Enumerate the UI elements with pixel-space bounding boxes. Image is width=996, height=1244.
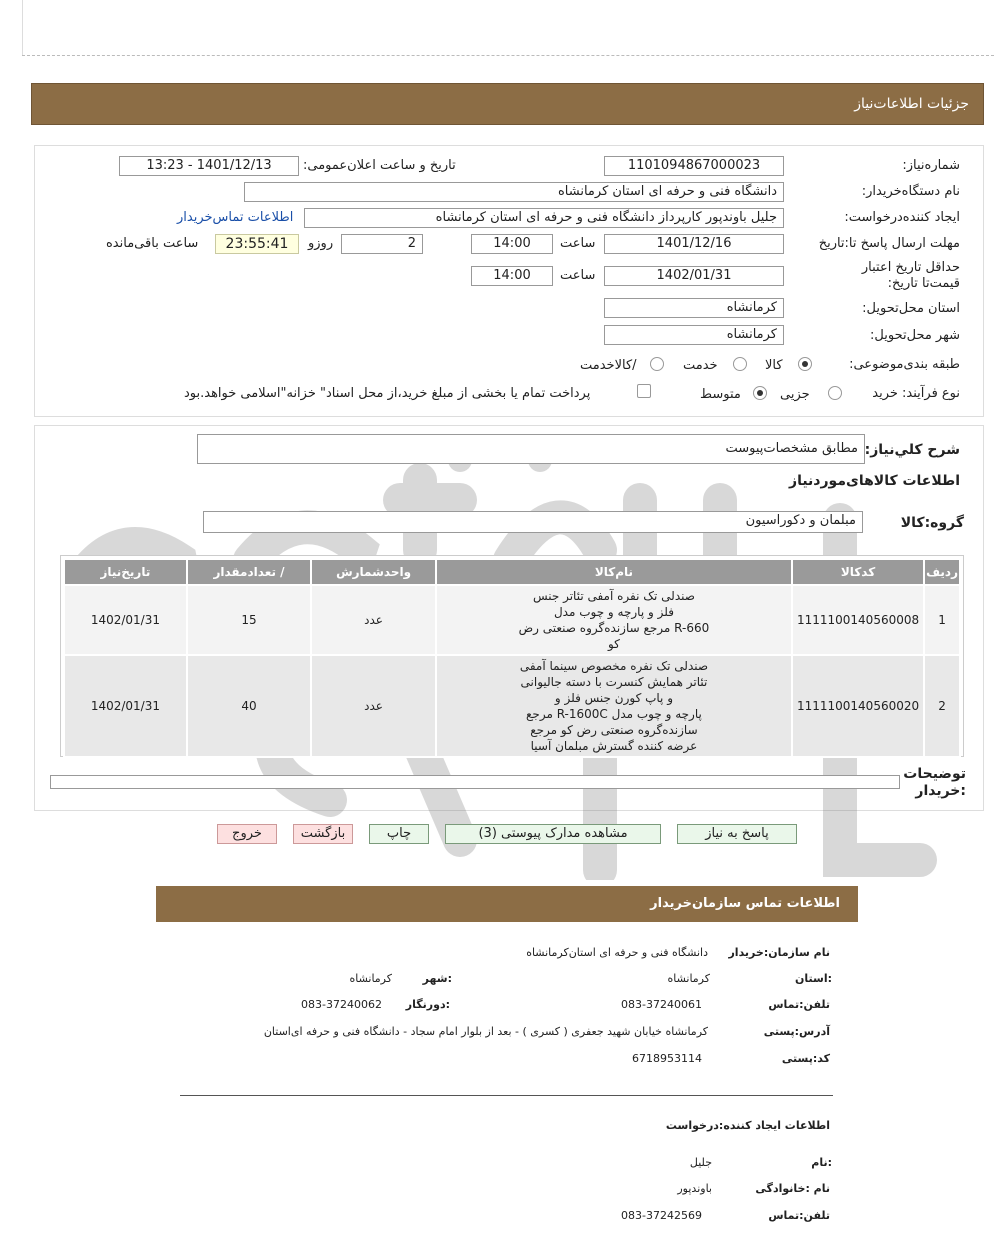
contact-header [156, 886, 858, 922]
page-title: جزئیات اطلاعات‌نیاز [854, 96, 969, 112]
process-label: نوع فرآیند: خرید [872, 386, 960, 401]
contact-province-label: :استان [795, 972, 832, 985]
goods-group-field[interactable]: مبلمان و دکوراسیون [203, 511, 863, 533]
row-qty: 40 [187, 655, 311, 757]
category-service-radio[interactable] [733, 357, 747, 371]
col-date-header: تاریخ‌نیاز [64, 559, 187, 585]
deadline-date-field[interactable]: 1401/12/16 [604, 234, 784, 254]
category-goods-label: کالا [765, 358, 783, 373]
row-index: 1 [924, 585, 960, 655]
category-goods-service-label: /کالاخدمت [580, 358, 637, 373]
reply-button[interactable]: پاسخ به نیاز [677, 824, 797, 844]
goods-info-title: اطلاعات کالاهای‌موردنیاز [789, 473, 960, 489]
creator-family: باوندپور [677, 1182, 712, 1195]
contact-phone-label: تلفن:تماس [768, 998, 830, 1011]
treasury-payment-checkbox[interactable] [637, 384, 651, 398]
page-header [31, 83, 984, 125]
row-name [436, 585, 792, 655]
process-medium-label: متوسط [700, 387, 741, 402]
table-header-row [64, 559, 960, 585]
back-button[interactable]: بازگشت [293, 824, 353, 844]
province-field[interactable]: کرمانشاه [604, 298, 784, 318]
treasury-payment-label: پرداخت تمام یا بخشی از مبلغ خرید،از محل اسناد" خزانه"اسلامی خواهد.بود [184, 386, 591, 401]
contact-org: دانشگاه فنی و حرفه ای استان‌کرمانشاه [526, 946, 708, 959]
announce-label: تاریخ و ساعت اعلان‌عمومی: [303, 158, 456, 173]
row-qty: 15 [187, 585, 311, 655]
creator-name: جلیل [689, 1156, 712, 1169]
row-code: 1111100140560008 [792, 585, 924, 655]
table-row [64, 655, 960, 757]
buyer-notes-field[interactable] [50, 775, 900, 789]
category-goods-service-radio[interactable] [650, 357, 664, 371]
process-minor-radio[interactable] [828, 386, 842, 400]
city-field[interactable]: کرمانشاه [604, 325, 784, 345]
buyer-notes-label: توضیحات :خریدار [903, 766, 966, 799]
section-divider [180, 1095, 833, 1096]
general-description-field[interactable]: مطابق مشخصات‌پیوست [197, 434, 865, 464]
view-documents-button[interactable]: مشاهده مدارک پیوستی (3) [445, 824, 661, 844]
days-field[interactable]: 2 [341, 234, 423, 254]
row-name-line: پارچه و چوب مدل R-1600C مرجع [526, 707, 702, 721]
announce-field[interactable]: 1401/12/13 - 13:23 [119, 156, 299, 176]
category-goods-radio[interactable] [798, 357, 812, 371]
row-name-line: سازنده‌گروه صنعتی رض کو مرجع [530, 723, 698, 737]
row-unit: عدد [311, 585, 436, 655]
province-label: استان محل‌تحویل: [862, 301, 960, 316]
deadline-hour-label: ساعت [560, 236, 596, 251]
row-code: 1111100140560020 [792, 655, 924, 757]
validity-date-field[interactable]: 1402/01/31 [604, 266, 784, 286]
row-name-line: R-660 مرجع سازنده‌گروه صنعتی رض [518, 621, 710, 635]
creator-name-label: :نام [811, 1156, 832, 1169]
contact-fax: 083-37240062 [301, 998, 382, 1011]
general-description-label: شرح کلي‌نیاز: [864, 442, 960, 458]
buyer-contact-link[interactable]: اطلاعات تماس‌خریدار [177, 210, 294, 225]
top-divider [22, 55, 994, 56]
contact-org-label: نام سازمان:خریدار [728, 946, 830, 959]
validity-label: حداقل تاریخ اعتبار قیمت‌تا تاریخ: [861, 260, 960, 291]
items-table [63, 558, 961, 758]
remaining-label: ساعت باقی‌مانده [106, 236, 199, 251]
row-name-line: عرضه کننده گسترش مبلمان آسیا [530, 739, 698, 753]
row-name-line: صندلی تک نفره مخصوص سینما آمفی [519, 659, 709, 673]
category-label: طبقه بندی‌موضوعی: [849, 357, 960, 372]
deadline-label: مهلت ارسال پاسخ تا:تاریخ [818, 236, 960, 251]
row-index: 2 [924, 655, 960, 757]
contact-province: کرمانشاه [667, 972, 710, 985]
row-name-line: تئاتر همایش کنسرت با دسته جالیوانی [520, 675, 708, 689]
city-label: شهر محل‌تحویل: [870, 328, 960, 343]
row-date: 1402/01/31 [64, 655, 187, 757]
contact-postal-label: کد:پستی [781, 1052, 830, 1065]
row-name-line: کو [607, 637, 620, 651]
row-name-line: فلز و پارچه و چوب مدل [553, 605, 674, 619]
creator-phone-label: تلفن:تماس [768, 1209, 830, 1222]
buyer-org-label: نام دستگاه‌خریدار: [861, 184, 960, 199]
process-minor-label: جزیی [780, 387, 810, 402]
contact-address: کرمانشاه خیابان شهید جعفری ( کسری ) - بعد از بلوار امام سجاد - دانشگاه فنی و حرفه ای‌استان [263, 1025, 708, 1038]
days-label: روزو [308, 236, 334, 251]
row-name [436, 655, 792, 757]
category-service-label: خدمت [683, 358, 718, 373]
exit-button[interactable]: خروج [217, 824, 277, 844]
process-medium-radio[interactable] [753, 386, 767, 400]
table-row [64, 585, 960, 655]
contact-address-label: آدرس:پستی [763, 1025, 830, 1038]
col-unit-header: واحدشمارش [311, 559, 436, 585]
contact-city: کرمانشاه [349, 972, 392, 985]
validity-hour-label: ساعت [560, 268, 596, 283]
contact-fax-label: :دورنگار [405, 998, 450, 1011]
contact-city-label: :شهر [422, 972, 452, 985]
col-code-header: کدکالا [792, 559, 924, 585]
need-number-field[interactable]: 1101094867000023 [604, 156, 784, 176]
goods-group-label: گروه:کالا [900, 515, 964, 531]
countdown-timer: 23:55:41 [215, 234, 299, 254]
creator-info-title: اطلاعات ایجاد کننده:درخواست [665, 1119, 830, 1132]
deadline-time-field[interactable]: 14:00 [471, 234, 553, 254]
need-number-label: شماره‌نیاز: [902, 158, 960, 173]
creator-family-label: نام :خانوادگی [755, 1182, 830, 1195]
col-qty-header: / تعدادمقدار [187, 559, 311, 585]
validity-time-field[interactable]: 14:00 [471, 266, 553, 286]
col-name-header: نام‌کالا [436, 559, 792, 585]
row-name-line: و پاپ کورن جنس فلز و [554, 691, 674, 705]
creator-field[interactable]: جلیل باوندپور کارپرداز دانشگاه فنی و حرفه ای استان کرمانشاه [304, 208, 784, 228]
creator-phone: 083-37242569 [621, 1209, 702, 1222]
buyer-org-field[interactable]: دانشگاه فنی و حرفه ای استان کرمانشاه [244, 182, 784, 202]
contact-phone: 083-37240061 [621, 998, 702, 1011]
row-unit: عدد [311, 655, 436, 757]
contact-title: اطلاعات تماس سازمان‌خریدار [650, 896, 840, 911]
print-button[interactable]: چاپ [369, 824, 429, 844]
col-row-header: ردیف [924, 559, 960, 585]
contact-postal: 6718953114 [632, 1052, 702, 1065]
left-border [22, 0, 23, 56]
creator-label: ایجاد کننده‌درخواست: [844, 210, 960, 225]
row-date: 1402/01/31 [64, 585, 187, 655]
row-name-line: صندلی تک نفره آمفی تئاتر جنس [532, 589, 695, 603]
